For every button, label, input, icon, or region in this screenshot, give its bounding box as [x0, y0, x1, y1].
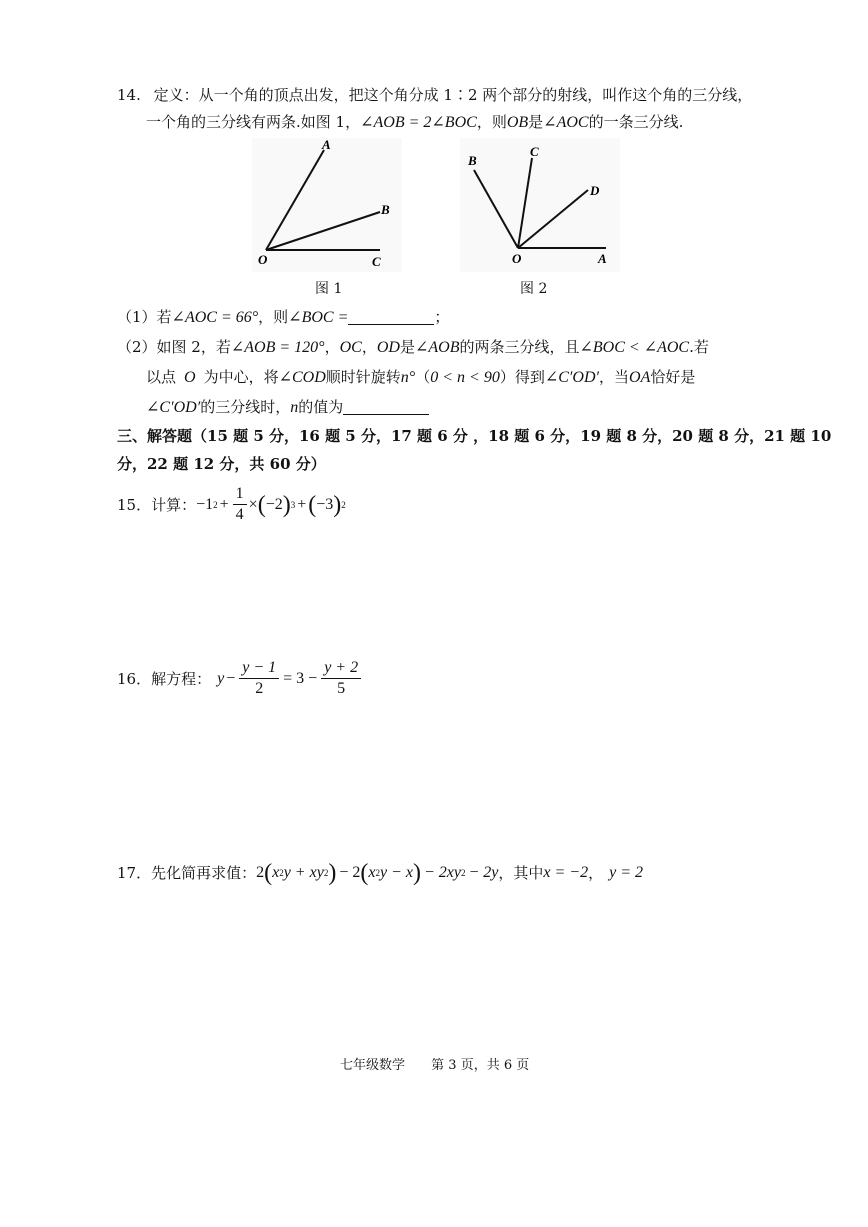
q15-base2: −2: [265, 495, 283, 513]
q14-number: 14.: [117, 86, 141, 104]
q16-frac1-den: 2: [255, 680, 264, 697]
q14-part2-line3: [146, 396, 429, 417]
q16: [117, 658, 363, 699]
q14-part2-line2: [146, 366, 695, 387]
q15-times: ×: [248, 495, 258, 513]
q15-plus1: +: [219, 495, 229, 513]
part1-ask-angle: ∠BOC =: [288, 309, 349, 326]
q14-angle-aoc: ∠AOC: [543, 114, 589, 131]
label-o-2: O: [512, 251, 522, 266]
q15-base3: −3: [316, 495, 334, 513]
q17-coef1: 2: [256, 863, 265, 881]
part2-text-a: （2）如图 2，若: [117, 338, 231, 356]
q14-line2: [146, 111, 683, 132]
part1-answer-blank[interactable]: [348, 310, 434, 325]
part2-ray-oc: OC: [339, 339, 362, 356]
label-b-2: B: [468, 153, 477, 168]
part2-text-f: .若: [689, 338, 709, 356]
q17-term4: − 2y: [468, 863, 499, 881]
q17: [117, 859, 643, 886]
figure-2-caption: 图 2: [520, 281, 548, 297]
part2-ray-oa: OA: [629, 369, 651, 386]
q17-sep: ，: [588, 864, 604, 882]
part2-l2-text-d: （: [415, 368, 431, 386]
part2-point-o: O: [184, 369, 196, 386]
label-c: C: [372, 254, 381, 269]
part2-l2-text-c: 顺时针旋转: [325, 368, 401, 386]
q15-term1: −1: [196, 495, 214, 513]
q15: [117, 484, 346, 525]
q16-frac2-num: y + 2: [321, 658, 361, 679]
part2-angle-inequality: ∠BOC < ∠AOC: [579, 339, 690, 356]
q17-label: 17．先化简再求值：: [117, 864, 257, 882]
q16-label: 16．解方程：: [117, 670, 212, 688]
section3-heading-line2: 分，22 题 12 分，共 60 分）: [117, 455, 326, 473]
q14-line1: [117, 84, 752, 105]
q14-ray-ob: OB: [506, 114, 529, 131]
q16-y: y: [217, 669, 225, 687]
part2-rotation-n: n°: [400, 369, 416, 386]
q15-fraction: [233, 484, 247, 525]
label-o: O: [258, 252, 268, 267]
part2-text-e: 的两条三分线，且: [459, 338, 580, 356]
q17-x1: x: [272, 863, 280, 881]
label-a-2: A: [598, 251, 607, 266]
q15-label: 15．计算：: [117, 496, 197, 514]
footer-page: 第 3 页，共 6 页: [431, 1058, 530, 1073]
part2-angle-c-prime-od-prime: ∠C′OD′: [544, 369, 600, 386]
part2-l3-angle: ∠C′OD′: [146, 399, 201, 416]
q17-inner2-rest: y − x: [379, 863, 413, 881]
q14-line2-text-d: 的一条三分线.: [588, 113, 684, 131]
footer-subject: 七年级数学: [340, 1058, 406, 1073]
section3-heading-line1: 三、解答题（15 题 5 分，16 题 5 分，17 题 6 分 ，18 题 6 分，19 题 8 分，20 题 8 分，21 题 10: [117, 427, 832, 445]
label-b: B: [381, 202, 390, 217]
q16-equals: = 3 −: [283, 669, 318, 687]
q17-coef2: − 2: [339, 863, 361, 881]
part2-angle-cod: ∠COD: [278, 369, 326, 386]
part2-l2-text-e: ）得到: [499, 368, 545, 386]
q14-line2-text-c: 是: [528, 113, 544, 131]
part2-angle-aob-2: ∠AOB: [414, 339, 460, 356]
part2-n-range: 0 < n < 90: [430, 369, 500, 386]
q14-part2-line1: [117, 336, 709, 357]
part2-text-d: 是: [399, 338, 415, 356]
part2-l3-text-a: 的三分线时，: [200, 398, 291, 416]
part2-l2-text-b: 为中心，将: [203, 368, 279, 386]
q17-where-text: ，其中: [498, 864, 544, 882]
q16-minus: −: [226, 669, 236, 687]
q17-x-value: x = −2: [543, 863, 589, 881]
part1-prefix: （1）若: [117, 308, 172, 326]
q14-part1: [117, 306, 449, 327]
q15-plus2: +: [297, 495, 307, 513]
q15-frac-num: 1: [233, 484, 247, 505]
part2-text-c: ，: [361, 338, 377, 356]
q15-expression: −1 2 + $\frac{1}{4}$ × ( −2 ) 3 + ( −3 ) 2: [196, 485, 346, 523]
part1-given-angle: ∠AOC = 66°: [171, 309, 259, 326]
q17-expression: 2 ( x 2 y + xy 2 ) − 2 ( x 2 y − x ) − 2xy 2 − 2y: [256, 859, 499, 886]
q17-x2: x: [368, 863, 376, 881]
footer: [340, 1054, 529, 1073]
part2-l3-n: n: [290, 399, 299, 416]
part2-l2-text-f: ，当: [599, 368, 630, 386]
part1-text: ，则: [258, 308, 289, 326]
q16-equation: [217, 658, 363, 699]
figure-1-caption: 图 1: [315, 281, 343, 297]
figure-1: [252, 138, 402, 272]
part2-text-b: ，: [324, 338, 340, 356]
label-d-2: D: [590, 183, 600, 198]
q15-frac-den: 4: [235, 506, 244, 523]
q16-frac2-den: 5: [337, 680, 346, 697]
q17-y-value: y = 2: [609, 863, 643, 881]
part2-answer-blank[interactable]: [343, 400, 429, 415]
q14-angle-relation: ∠AOB = 2∠BOC: [360, 114, 477, 131]
q14-line2-text: 一个角的三分线有两条.如图 1，: [146, 113, 361, 131]
part2-l2-text-g: 恰好是: [650, 368, 696, 386]
q17-inner1-rest: y + xy: [283, 863, 324, 881]
q17-term3: − 2xy: [423, 863, 461, 881]
q14-definition-text: 定义：从一个角的顶点出发，把这个角分成 1∶2 两个部分的射线，叫作这个角的三分线，: [153, 86, 753, 104]
part2-l3-text-b: 的值为: [298, 398, 344, 416]
q16-fraction2: [321, 658, 361, 699]
q16-frac1-num: y − 1: [239, 658, 279, 679]
part2-l2-text-a: 以点: [146, 368, 177, 386]
part2-angle-aob: ∠AOB = 120°: [230, 339, 325, 356]
part1-end: ；: [434, 308, 450, 326]
q16-fraction1: [239, 658, 279, 699]
q14-line2-text-b: ，则: [476, 113, 507, 131]
label-c-2: C: [530, 144, 539, 159]
label-a: A: [322, 138, 331, 152]
part2-ray-od: OD: [376, 339, 400, 356]
figure-2: [460, 138, 620, 272]
